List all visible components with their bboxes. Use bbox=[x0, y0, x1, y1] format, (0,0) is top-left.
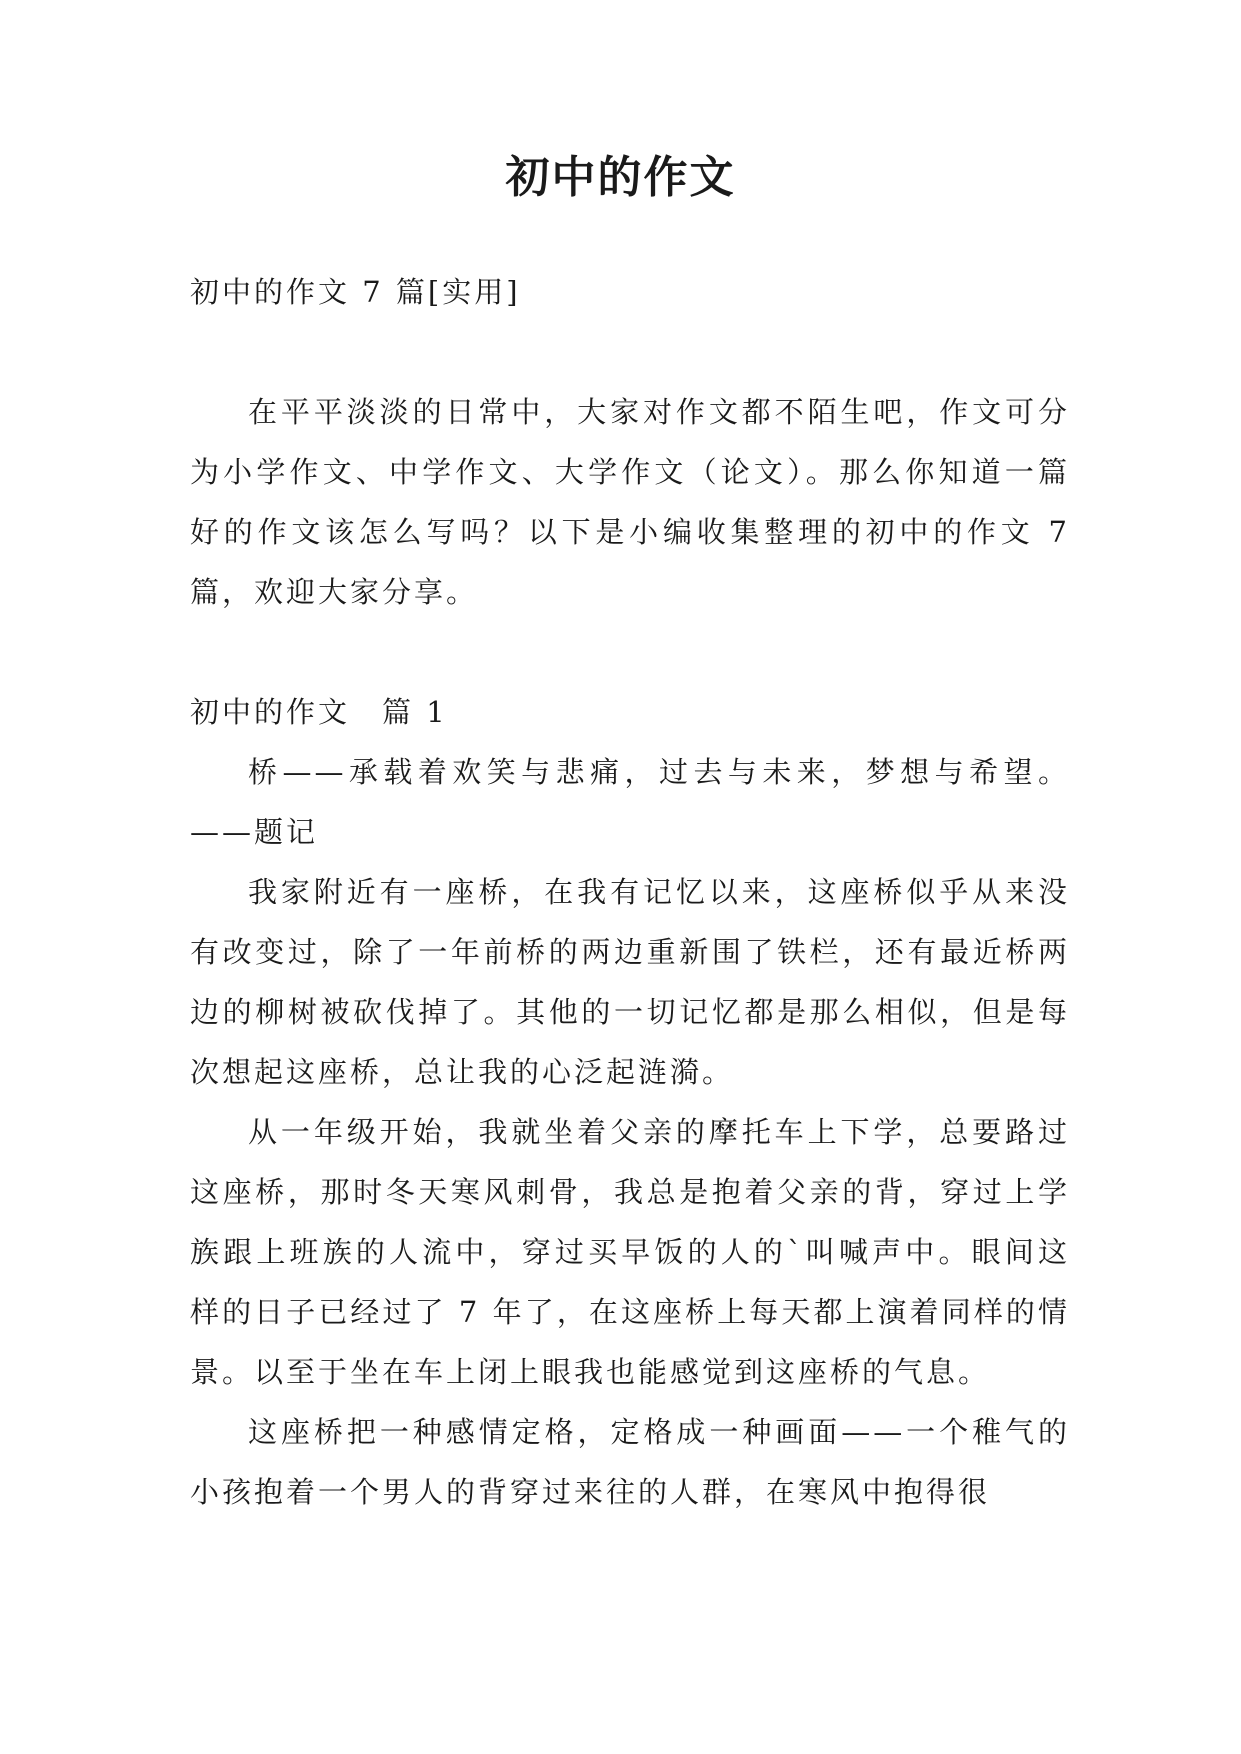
body-paragraph: 桥——承载着欢笑与悲痛，过去与未来，梦想与希望。——题记 bbox=[190, 755, 1070, 849]
intro-paragraph: 在平平淡淡的日常中，大家对作文都不陌生吧，作文可分为小学作文、中学作文、大学作文（论文）。那么你知道一篇好的作文该怎么写吗？以下是小编收集整理的初中的作文 7 篇，欢迎大家分享。 bbox=[190, 395, 1070, 609]
document-title: 初中的作文 bbox=[505, 152, 736, 203]
section-heading: 初中的作文 篇 1 bbox=[190, 695, 448, 729]
body-paragraph: 这座桥把一种感情定格，定格成一种画面——一个稚气的小孩抱着一个男人的背穿过来往的人群，在寒风中抱得很 bbox=[190, 1415, 1070, 1509]
body-paragraph: 从一年级开始，我就坐着父亲的摩托车上下学，总要路过这座桥，那时冬天寒风刺骨，我总是抱着父亲的背，穿过上学族跟上班族的人流中，穿过买早饭的人的`叫喊声中。眼间这样的日子已经过了 7 年了，在这座桥上每天都上演着同样的情景。以至于坐在车上闭上眼我也能感觉到这座桥的气息。 bbox=[190, 1115, 1070, 1389]
body-paragraph: 我家附近有一座桥，在我有记忆以来，这座桥似乎从来没有改变过，除了一年前桥的两边重新围了铁栏，还有最近桥两边的柳树被砍伐掉了。其他的一切记忆都是那么相似，但是每次想起这座桥，总让我的心泛起涟漪。 bbox=[190, 875, 1070, 1089]
document-subtitle: 初中的作文 7 篇[实用] bbox=[190, 275, 521, 309]
document-body bbox=[190, 262, 1070, 1522]
